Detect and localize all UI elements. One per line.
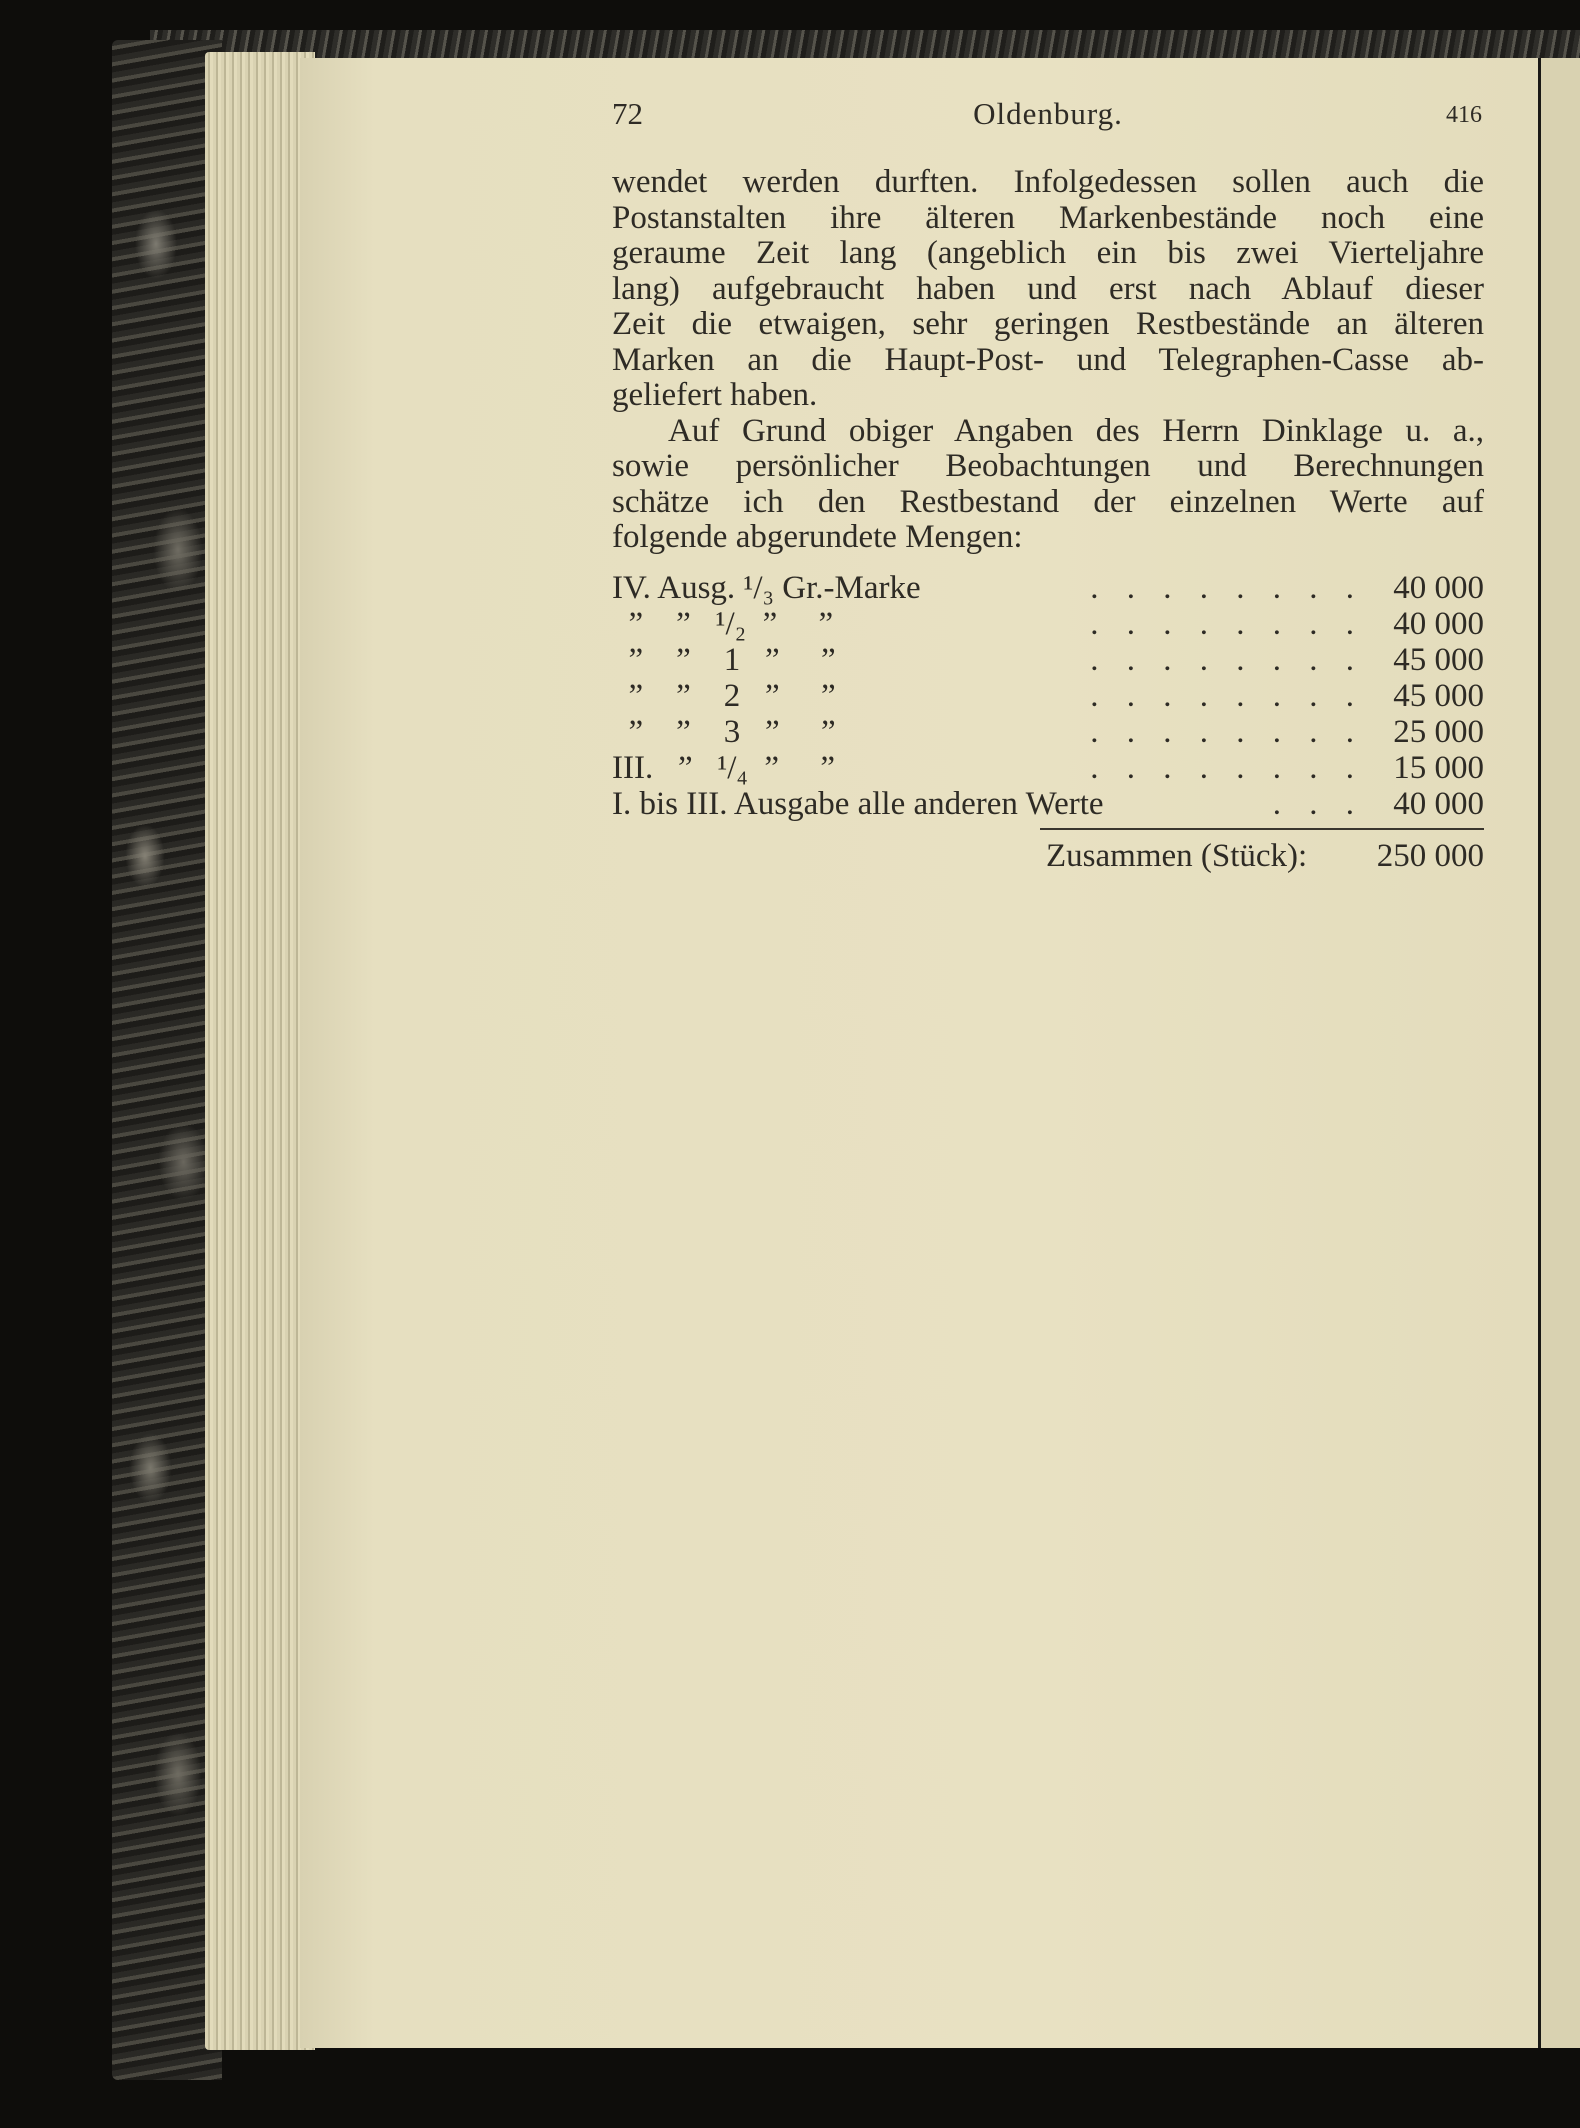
leader-dots: . . . . . . . .	[1090, 606, 1364, 642]
paragraph	[612, 165, 1484, 414]
sum-rule	[1040, 828, 1484, 830]
row-value: 25 000	[1393, 714, 1484, 750]
row-label: IV. Ausg. ¹/₃ Gr.-Marke	[612, 570, 921, 606]
text-line: wendet werden durften. Infolgedessen sollen auch die	[612, 164, 1484, 200]
table-row	[612, 570, 1484, 606]
table-row	[612, 642, 1484, 678]
text-line: Auf Grund obiger Angaben des Herrn Dinklage u. a.,	[668, 412, 1484, 449]
table-row	[612, 714, 1484, 750]
text-line: Postanstalten ihre älteren Markenbestände noch eine	[612, 199, 1484, 236]
text-line: schätze ich den Restbestand der einzelnen Werte auf	[612, 483, 1484, 520]
row-label: ” ” 1 ” ”	[612, 642, 836, 678]
row-value: 45 000	[1393, 642, 1484, 678]
table-row	[612, 750, 1484, 786]
paragraph	[612, 414, 1484, 556]
page-header	[612, 96, 1482, 146]
row-label: ” ” 3 ” ”	[612, 714, 836, 750]
row-label: ” ” ¹/₂ ” ”	[612, 606, 834, 642]
total-row	[1030, 836, 1484, 876]
row-value: 40 000	[1393, 606, 1484, 642]
leader-dots: . . .	[1272, 786, 1364, 822]
leader-dots: . . . . . . . .	[1090, 570, 1364, 606]
text-line: geliefert haben.	[612, 377, 818, 413]
table-row	[612, 786, 1484, 822]
text-line: geraume Zeit lang (angeblich ein bis zwei Vierteljahre	[612, 235, 1484, 271]
row-value: 15 000	[1393, 750, 1484, 786]
page-number: 72	[612, 96, 643, 131]
facing-page-edge	[1538, 58, 1580, 2048]
running-title: Oldenburg.	[973, 96, 1123, 131]
signature-mark: 416	[1446, 102, 1482, 128]
row-label: I. bis III. Ausgabe alle anderen Werte	[612, 786, 1104, 822]
text-line: folgende abgerundete Mengen:	[612, 519, 1023, 555]
table-row	[612, 606, 1484, 642]
text-line: sowie persönlicher Beobachtungen und Berechnungen	[612, 448, 1484, 484]
table-row	[612, 678, 1484, 714]
row-label: ” ” 2 ” ”	[612, 678, 836, 714]
text-line: Zeit die etwaigen, sehr geringen Restbestände an älteren	[612, 306, 1484, 342]
row-label: III. ” ¹/₄ ” ”	[612, 750, 835, 786]
stock-table	[612, 570, 1484, 822]
body-text	[612, 165, 1484, 556]
row-value: 45 000	[1393, 678, 1484, 714]
text-line: lang) aufgebraucht haben und erst nach Ablauf dieser	[612, 270, 1484, 307]
total-label: Zusammen (Stück):	[1046, 838, 1308, 874]
leader-dots: . . . . . . . .	[1090, 678, 1364, 714]
text-line: Marken an die Haupt-Post- und Telegraphen-Casse ab-	[612, 341, 1484, 378]
row-value: 40 000	[1393, 570, 1484, 606]
row-value: 40 000	[1393, 786, 1484, 822]
total-value: 250 000	[1376, 838, 1484, 874]
leader-dots: . . . . . . . .	[1090, 750, 1364, 786]
leader-dots: . . . . . . . .	[1090, 642, 1364, 678]
leader-dots: . . . . . . . .	[1090, 714, 1364, 750]
page-edges	[205, 52, 315, 2050]
